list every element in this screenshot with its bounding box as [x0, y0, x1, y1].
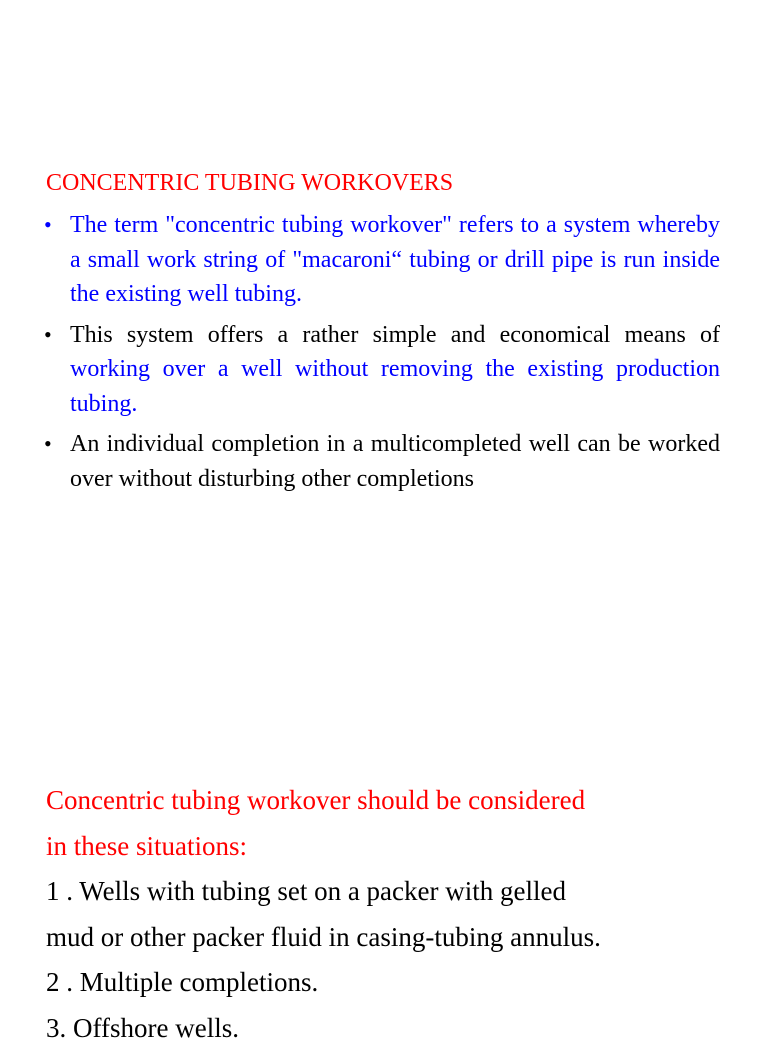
bullet-dot-icon: •	[44, 427, 52, 462]
bullet-text: The term "concentric tubing workover" refers to a system whereby a small work string of "macaroni“ tubing or drill pipe is run inside the existing well tubing.	[70, 212, 720, 307]
page-heading: CONCENTRIC TUBING WORKOVERS	[46, 168, 453, 198]
situations-intro-line1: Concentric tubing workover should be considered	[46, 778, 746, 824]
situation-item-1-continued: mud or other packer fluid in casing-tubing annulus.	[46, 915, 746, 961]
situation-item-1: 1 . Wells with tubing set on a packer with gelled	[46, 869, 746, 915]
situation-item-2: 2 . Multiple completions.	[46, 960, 746, 1006]
bullet-list	[44, 208, 720, 502]
situations-intro-line2: in these situations:	[46, 824, 746, 870]
bullet-text-highlight: working over a well without removing the existing production tubing.	[70, 356, 720, 417]
bullet-item-individual-completion	[44, 427, 720, 496]
bullet-dot-icon: •	[44, 208, 52, 243]
bullet-dot-icon: •	[44, 318, 52, 353]
bullet-item-concentric-definition	[44, 208, 720, 312]
bullet-item-system-offers	[44, 318, 720, 422]
bullet-text: This system offers a rather simple and economical means of	[70, 322, 720, 348]
situation-item-3: 3. Offshore wells.	[46, 1006, 746, 1051]
situations-section	[46, 778, 746, 1051]
bullet-text: An individual completion in a multicompleted well can be worked over without disturbing other completions	[70, 431, 720, 492]
